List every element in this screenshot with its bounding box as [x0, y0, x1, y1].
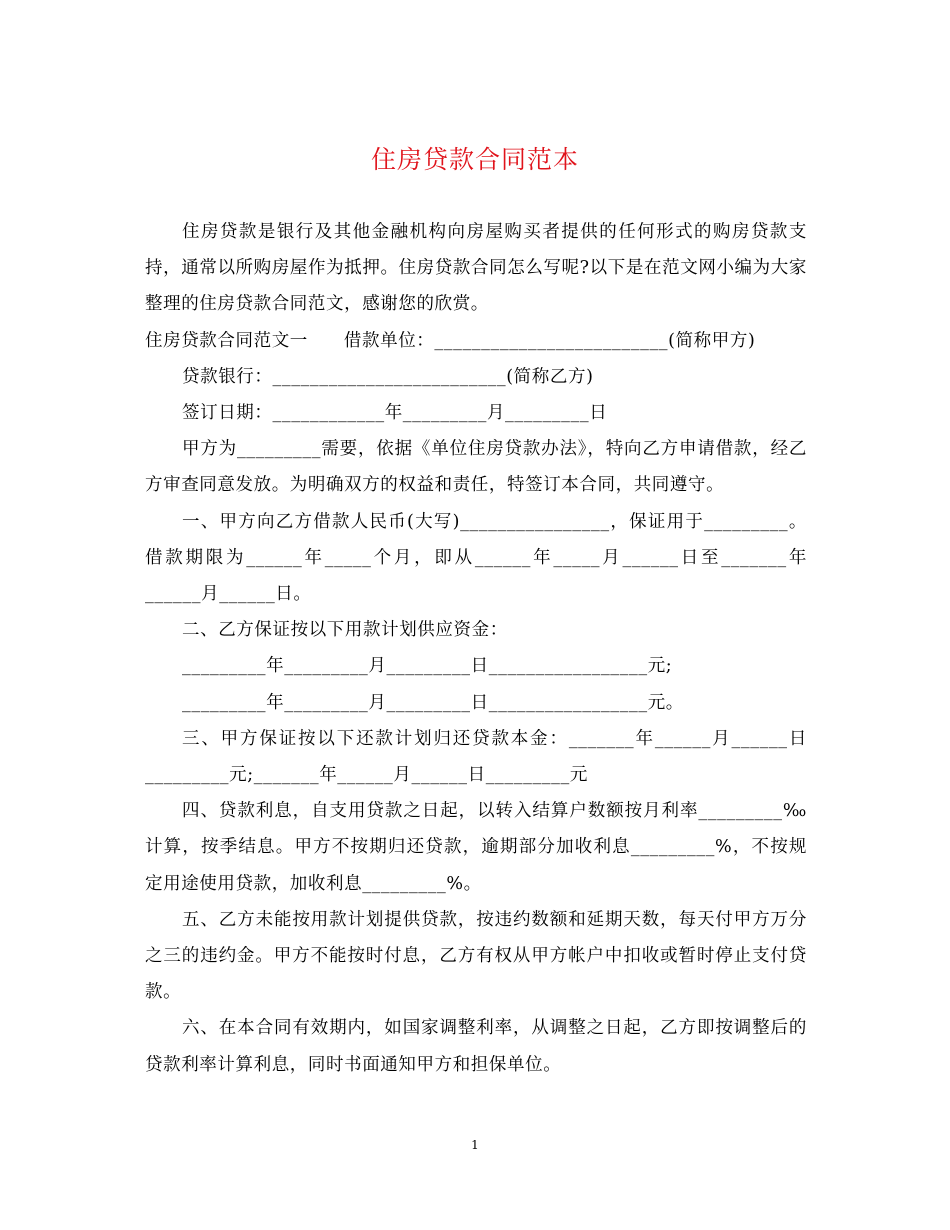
clause-4: 四、贷款利息，自支用贷款之日起，以转入结算户数额按月利率_________‰计算，按季结息。甲方不按期归还贷款，逾期部分加收利息_________%，不按规定用途使用贷款，加收利息_________%。	[145, 801, 807, 894]
lender-field: 贷款银行：_________________________(简称乙方)	[182, 366, 594, 387]
page-number: 1	[471, 1138, 479, 1152]
borrower-field: 借款单位：_________________________(简称甲方)	[343, 330, 756, 351]
clause-1: 一、甲方向乙方借款人民币(大写)________________，保证用于_________。借款期限为______年_____个月，即从______年_____月______日至_______年______月______日。	[145, 511, 807, 605]
sample-heading: 住房贷款合同范文一	[145, 330, 308, 351]
signing-date-field: 签订日期：____________年_________月_________日	[182, 403, 608, 424]
clause-6: 六、在本合同有效期内，如国家调整利率，从调整之日起，乙方即按调整后的贷款利率计算利息，同时书面通知甲方和担保单位。	[145, 1018, 807, 1075]
document-title: 住房贷款合同范本	[370, 145, 579, 174]
document-body	[145, 214, 807, 1083]
schedule-line-1: _________年_________月_________日_________________元;	[182, 656, 673, 677]
clause-2: 二、乙方保证按以下用款计划供应资金：	[182, 620, 508, 641]
contract-header-line	[145, 323, 807, 359]
clause-3: 三、甲方保证按以下还款计划归还贷款本金：_______年______月______日_________元;_______年______月______日_________元	[145, 728, 807, 786]
intro-paragraph: 住房贷款是银行及其他金融机构向房屋购买者提供的任何形式的购房贷款支持，通常以所购房屋作为抵押。住房贷款合同怎么写呢?以下是在范文网小编为大家整理的住房贷款合同范文，感谢您的欣赏。	[145, 222, 807, 315]
clause-5: 五、乙方未能按用款计划提供贷款，按违约数额和延期天数，每天付甲方万分之三的违约金。甲方不能按时付息，乙方有权从甲方帐户中扣收或暂时停止支付贷款。	[145, 909, 807, 1003]
schedule-line-2: _________年_________月_________日_________________元。	[182, 692, 684, 713]
preamble-paragraph: 甲方为_________需要，依据《单位住房贷款办法》，特向乙方申请借款，经乙方审查同意发放。为明确双方的权益和责任，特签订本合同，共同遵守。	[145, 439, 807, 496]
